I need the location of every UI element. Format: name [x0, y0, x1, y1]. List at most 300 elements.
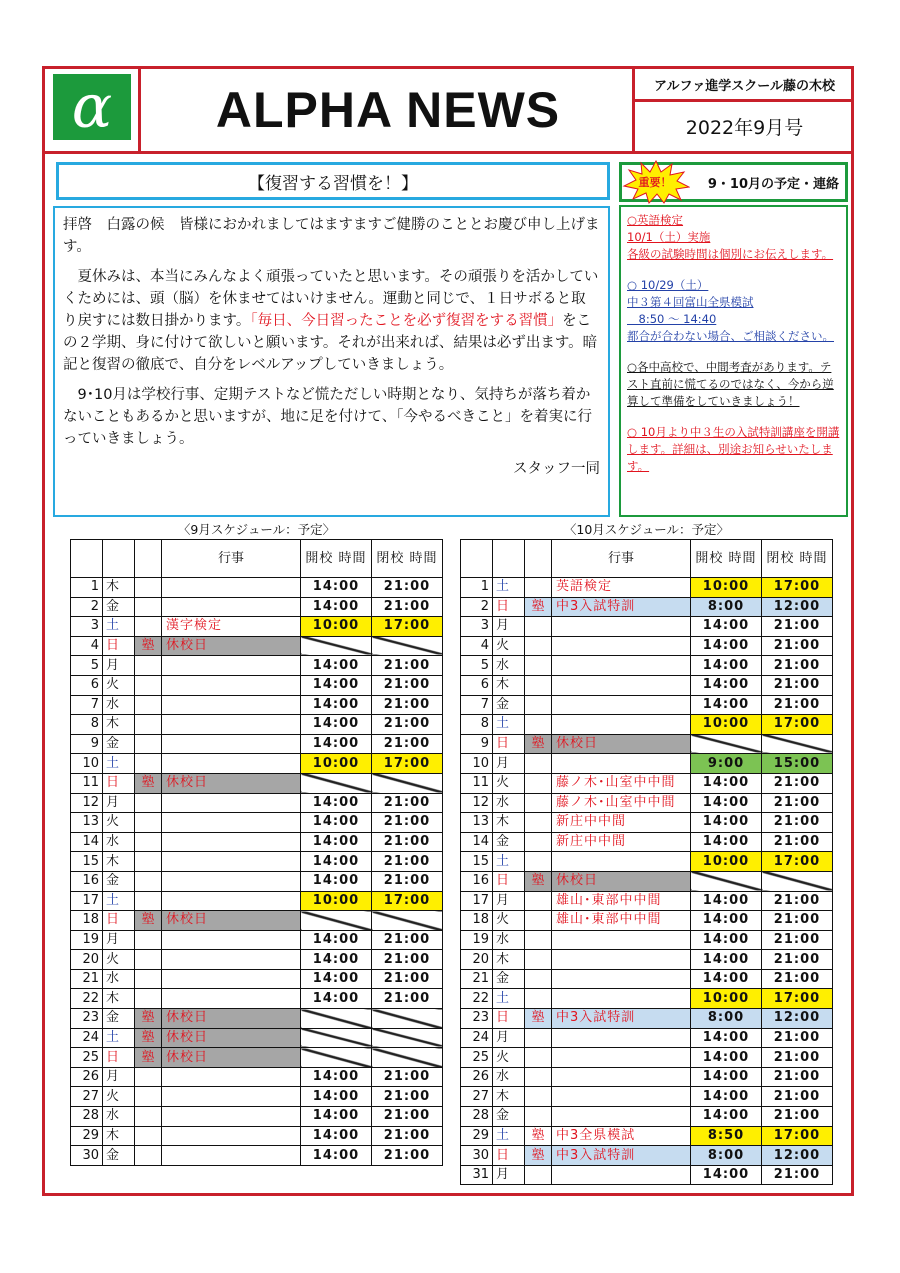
article-paragraph-2: [63, 266, 600, 376]
sept-schedule-table: [70, 539, 443, 1166]
weekday-cell: 月: [103, 930, 135, 950]
close-time-cell: [762, 734, 833, 754]
weekday-cell: 月: [493, 1165, 525, 1185]
juku-cell: [135, 813, 162, 833]
weekday-cell: 水: [493, 930, 525, 950]
close-time-cell: 21:00: [762, 1107, 833, 1127]
close-time-cell: [372, 1028, 443, 1048]
open-time-cell: 14:00: [301, 930, 372, 950]
col-weekday: [103, 540, 135, 578]
weekday-cell: 月: [493, 754, 525, 774]
juku-cell: [525, 911, 552, 931]
day-cell: 16: [461, 871, 493, 891]
weekday-cell: 日: [493, 1146, 525, 1166]
col-day: [71, 540, 103, 578]
close-time-cell: 21:00: [762, 911, 833, 931]
event-cell: [162, 1107, 301, 1127]
event-cell: 休校日: [552, 734, 691, 754]
schedule-row: [461, 675, 833, 695]
juku-cell: 塾: [135, 1009, 162, 1029]
schedule-row: [71, 734, 443, 754]
schedule-row: [71, 1009, 443, 1029]
close-time-cell: 21:00: [762, 832, 833, 852]
juku-cell: [135, 1067, 162, 1087]
day-cell: 18: [461, 911, 493, 931]
close-time-cell: [762, 871, 833, 891]
close-time-cell: 21:00: [372, 871, 443, 891]
weekday-cell: 木: [103, 989, 135, 1009]
open-time-cell: 10:00: [691, 852, 762, 872]
event-cell: [552, 715, 691, 735]
schedule-row: [71, 871, 443, 891]
open-time-cell: 9:00: [691, 754, 762, 774]
open-time-cell: 8:50: [691, 1126, 762, 1146]
schedule-row: [461, 969, 833, 989]
weekday-cell: 日: [493, 871, 525, 891]
schedule-row: [71, 695, 443, 715]
juku-cell: [135, 754, 162, 774]
notice-mock-exam: [627, 277, 840, 345]
event-cell: 藤ノ木･山室中中間: [552, 773, 691, 793]
day-cell: 5: [71, 656, 103, 676]
day-cell: 24: [461, 1028, 493, 1048]
close-time-cell: 21:00: [762, 773, 833, 793]
close-time-cell: 21:00: [372, 597, 443, 617]
event-cell: 休校日: [162, 1028, 301, 1048]
juku-cell: [135, 930, 162, 950]
juku-cell: 塾: [525, 1009, 552, 1029]
event-cell: 雄山･東部中中間: [552, 891, 691, 911]
event-cell: [162, 793, 301, 813]
col-close: 閉校 時間: [372, 540, 443, 578]
notice-midterms: ○各中高校で、中間考査があります。テスト直前に慌てるのではなく、今から逆算して準備をしていきましょう！: [627, 360, 834, 408]
day-cell: 30: [71, 1146, 103, 1166]
open-time-cell: 14:00: [691, 793, 762, 813]
day-cell: 4: [71, 636, 103, 656]
open-time-cell: 14:00: [301, 597, 372, 617]
weekday-cell: 月: [103, 793, 135, 813]
article-text: 9･10月は学校行事、定期テストなど慌ただしい時期となり、気持ちが落ち着かないこともあるかと思いますが、地に足を付けて、「今やるべきこと」を着実に行っていきましょう。: [63, 387, 592, 447]
event-cell: [552, 656, 691, 676]
schedule-row: [461, 930, 833, 950]
open-time-cell: 14:00: [301, 852, 372, 872]
weekday-cell: 土: [493, 578, 525, 598]
juku-cell: [525, 675, 552, 695]
alpha-logo: α: [53, 74, 131, 140]
schedule-row: [71, 1126, 443, 1146]
day-cell: 1: [461, 578, 493, 598]
col-juku: [525, 540, 552, 578]
event-cell: [552, 1087, 691, 1107]
day-cell: 25: [71, 1048, 103, 1068]
juku-cell: [525, 852, 552, 872]
weekday-cell: 日: [103, 773, 135, 793]
day-cell: 6: [461, 675, 493, 695]
open-time-cell: 14:00: [301, 1107, 372, 1127]
event-cell: 英語検定: [552, 578, 691, 598]
open-time-cell: 10:00: [301, 617, 372, 637]
close-time-cell: 17:00: [372, 754, 443, 774]
schedule-row: [461, 1107, 833, 1127]
event-cell: [162, 675, 301, 695]
event-cell: 雄山･東部中中間: [552, 911, 691, 931]
event-cell: [162, 1087, 301, 1107]
article-paragraph-3: [63, 384, 600, 450]
open-time-cell: 10:00: [691, 578, 762, 598]
event-cell: [162, 891, 301, 911]
notices-panel: [619, 205, 848, 517]
close-time-cell: 17:00: [762, 715, 833, 735]
close-time-cell: 17:00: [762, 852, 833, 872]
close-time-cell: 17:00: [762, 1126, 833, 1146]
open-time-cell: 14:00: [691, 950, 762, 970]
close-time-cell: 21:00: [372, 1146, 443, 1166]
open-time-cell: 14:00: [691, 636, 762, 656]
issue-month: 2022年9月号: [685, 117, 804, 139]
weekday-cell: 木: [103, 578, 135, 598]
open-time-cell: 14:00: [691, 695, 762, 715]
day-cell: 14: [461, 832, 493, 852]
close-time-cell: 17:00: [372, 617, 443, 637]
juku-cell: [525, 989, 552, 1009]
day-cell: 10: [461, 754, 493, 774]
open-time-cell: 14:00: [691, 1087, 762, 1107]
weekday-cell: 金: [103, 871, 135, 891]
close-time-cell: 21:00: [762, 617, 833, 637]
close-time-cell: 15:00: [762, 754, 833, 774]
juku-cell: 塾: [525, 1146, 552, 1166]
article-body: [53, 206, 610, 517]
day-cell: 4: [461, 636, 493, 656]
event-cell: 新庄中中間: [552, 832, 691, 852]
open-time-cell: 14:00: [691, 1028, 762, 1048]
day-cell: 14: [71, 832, 103, 852]
event-cell: 新庄中中間: [552, 813, 691, 833]
juku-cell: 塾: [135, 773, 162, 793]
newsletter-title: ALPHA NEWS: [215, 82, 561, 138]
close-time-cell: [372, 1048, 443, 1068]
day-cell: 18: [71, 911, 103, 931]
close-time-cell: 21:00: [762, 1165, 833, 1185]
day-cell: 6: [71, 675, 103, 695]
open-time-cell: [301, 773, 372, 793]
schedule-row: [461, 989, 833, 1009]
schedule-row: [71, 989, 443, 1009]
weekday-cell: 月: [493, 891, 525, 911]
open-time-cell: 14:00: [301, 950, 372, 970]
juku-cell: [525, 793, 552, 813]
close-time-cell: 21:00: [762, 636, 833, 656]
event-cell: [552, 675, 691, 695]
event-cell: [552, 969, 691, 989]
juku-cell: [135, 989, 162, 1009]
schedule-row: [461, 813, 833, 833]
juku-cell: [135, 1126, 162, 1146]
weekday-cell: 火: [103, 675, 135, 695]
day-cell: 21: [71, 969, 103, 989]
juku-cell: [525, 1165, 552, 1185]
juku-cell: [525, 969, 552, 989]
day-cell: 17: [71, 891, 103, 911]
close-time-cell: 21:00: [372, 715, 443, 735]
schedule-row: [71, 930, 443, 950]
juku-cell: [135, 852, 162, 872]
close-time-cell: 21:00: [372, 813, 443, 833]
day-cell: 21: [461, 969, 493, 989]
day-cell: 9: [71, 734, 103, 754]
open-time-cell: 8:00: [691, 597, 762, 617]
open-time-cell: [301, 1009, 372, 1029]
weekday-cell: 火: [493, 911, 525, 931]
weekday-cell: 木: [493, 1087, 525, 1107]
day-cell: 19: [71, 930, 103, 950]
article-signature: スタッフ一同: [513, 461, 600, 477]
schedule-row: [71, 754, 443, 774]
close-time-cell: 21:00: [762, 793, 833, 813]
open-time-cell: 14:00: [301, 675, 372, 695]
weekday-cell: 土: [493, 989, 525, 1009]
schedule-row: [461, 617, 833, 637]
weekday-cell: 木: [493, 675, 525, 695]
event-cell: [162, 950, 301, 970]
close-time-cell: 17:00: [762, 989, 833, 1009]
open-time-cell: 8:00: [691, 1146, 762, 1166]
juku-cell: [525, 754, 552, 774]
event-cell: 休校日: [162, 1048, 301, 1068]
schedule-row: [71, 617, 443, 637]
schedule-row: [461, 852, 833, 872]
event-cell: [162, 871, 301, 891]
event-cell: [162, 813, 301, 833]
day-cell: 13: [71, 813, 103, 833]
juku-cell: [135, 950, 162, 970]
close-time-cell: [372, 773, 443, 793]
schedule-row: [461, 773, 833, 793]
schedule-row: [461, 1048, 833, 1068]
event-cell: [162, 930, 301, 950]
weekday-cell: 日: [493, 597, 525, 617]
sept-caption: 〈9月スケジュール：予定〉: [177, 522, 336, 537]
event-cell: [162, 969, 301, 989]
juku-cell: [135, 617, 162, 637]
schedule-row: [461, 1087, 833, 1107]
col-close: 閉校 時間: [762, 540, 833, 578]
close-time-cell: 21:00: [762, 1048, 833, 1068]
col-weekday: [493, 540, 525, 578]
school-name: アルファ進学スクール藤の木校: [635, 69, 854, 102]
open-time-cell: 14:00: [691, 1048, 762, 1068]
open-time-cell: [691, 871, 762, 891]
juku-cell: [525, 1067, 552, 1087]
important-badge: 重要！: [638, 176, 672, 189]
day-cell: 13: [461, 813, 493, 833]
weekday-cell: 木: [103, 1126, 135, 1146]
event-cell: [552, 1048, 691, 1068]
close-time-cell: 21:00: [372, 793, 443, 813]
day-cell: 31: [461, 1165, 493, 1185]
open-time-cell: [301, 1048, 372, 1068]
open-time-cell: 14:00: [691, 1165, 762, 1185]
notice-line: ○英語検定: [627, 213, 684, 227]
event-cell: [552, 950, 691, 970]
juku-cell: [525, 773, 552, 793]
juku-cell: [525, 813, 552, 833]
juku-cell: [525, 930, 552, 950]
day-cell: 26: [461, 1067, 493, 1087]
weekday-cell: 日: [493, 734, 525, 754]
event-cell: [162, 1126, 301, 1146]
weekday-cell: 金: [103, 597, 135, 617]
open-time-cell: 14:00: [691, 813, 762, 833]
close-time-cell: 21:00: [372, 734, 443, 754]
event-cell: [552, 1028, 691, 1048]
event-cell: 漢字検定: [162, 617, 301, 637]
weekday-cell: 金: [493, 695, 525, 715]
close-time-cell: 17:00: [372, 891, 443, 911]
event-cell: [162, 597, 301, 617]
day-cell: 11: [71, 773, 103, 793]
schedule-row: [71, 656, 443, 676]
juku-cell: [525, 1107, 552, 1127]
notice-line: 10/1（土）実施: [627, 230, 711, 244]
weekday-cell: 日: [493, 1009, 525, 1029]
event-cell: [162, 989, 301, 1009]
day-cell: 15: [461, 852, 493, 872]
open-time-cell: [301, 1028, 372, 1048]
close-time-cell: 21:00: [762, 813, 833, 833]
schedule-row: [461, 1146, 833, 1166]
juku-cell: [135, 969, 162, 989]
event-cell: [552, 695, 691, 715]
weekday-cell: 土: [103, 754, 135, 774]
juku-cell: 塾: [525, 734, 552, 754]
weekday-cell: 金: [103, 734, 135, 754]
weekday-cell: 日: [103, 911, 135, 931]
juku-cell: [525, 656, 552, 676]
schedule-row: [461, 734, 833, 754]
open-time-cell: 14:00: [301, 813, 372, 833]
notice-line: 中３第４回富山全県模試: [627, 295, 754, 309]
weekday-cell: 土: [103, 1028, 135, 1048]
event-cell: [552, 930, 691, 950]
day-cell: 23: [71, 1009, 103, 1029]
weekday-cell: 火: [493, 773, 525, 793]
open-time-cell: 14:00: [691, 1067, 762, 1087]
schedule-row: [71, 636, 443, 656]
col-day: [461, 540, 493, 578]
schedule-row: [71, 715, 443, 735]
event-cell: 休校日: [162, 1009, 301, 1029]
juku-cell: 塾: [135, 1028, 162, 1048]
weekday-cell: 水: [493, 656, 525, 676]
notice-line: 各級の試験時間は個別にお伝えします。: [627, 247, 834, 261]
day-cell: 9: [461, 734, 493, 754]
notice-line: 都合が合わない場合、ご相談ください。: [627, 329, 834, 343]
weekday-cell: 水: [103, 832, 135, 852]
event-cell: [162, 734, 301, 754]
weekday-cell: 日: [103, 636, 135, 656]
day-cell: 15: [71, 852, 103, 872]
close-time-cell: 21:00: [372, 578, 443, 598]
schedule-row: [461, 695, 833, 715]
schedule-row: [461, 793, 833, 813]
day-cell: 5: [461, 656, 493, 676]
close-time-cell: [372, 636, 443, 656]
open-time-cell: [301, 911, 372, 931]
weekday-cell: 水: [493, 1067, 525, 1087]
col-open: 開校 時間: [301, 540, 372, 578]
schedule-row: [71, 950, 443, 970]
event-cell: [552, 636, 691, 656]
schedule-row: [461, 656, 833, 676]
close-time-cell: 21:00: [762, 1067, 833, 1087]
schedule-row: [461, 1028, 833, 1048]
event-cell: [552, 617, 691, 637]
schedule-row: [71, 597, 443, 617]
event-cell: [162, 754, 301, 774]
close-time-cell: 12:00: [762, 1009, 833, 1029]
event-cell: 休校日: [162, 773, 301, 793]
schedule-row: [71, 813, 443, 833]
day-cell: 1: [71, 578, 103, 598]
day-cell: 28: [71, 1107, 103, 1127]
event-cell: 中3入試特訓: [552, 1009, 691, 1029]
weekday-cell: 土: [493, 715, 525, 735]
open-time-cell: 10:00: [691, 715, 762, 735]
weekday-cell: 金: [493, 1107, 525, 1127]
open-time-cell: 14:00: [301, 1146, 372, 1166]
juku-cell: [525, 578, 552, 598]
juku-cell: [135, 734, 162, 754]
juku-cell: [525, 950, 552, 970]
schedule-row: [71, 793, 443, 813]
close-time-cell: 21:00: [372, 989, 443, 1009]
weekday-cell: 水: [103, 695, 135, 715]
open-time-cell: 14:00: [691, 930, 762, 950]
juku-cell: [525, 695, 552, 715]
day-cell: 17: [461, 891, 493, 911]
day-cell: 16: [71, 871, 103, 891]
event-cell: [552, 1067, 691, 1087]
weekday-cell: 金: [103, 1146, 135, 1166]
open-time-cell: [301, 636, 372, 656]
oct-caption: 〈10月スケジュール：予定〉: [563, 522, 730, 537]
open-time-cell: 14:00: [691, 675, 762, 695]
juku-cell: [135, 871, 162, 891]
article-greeting: 拝啓 白露の候 皆様におかれましてはますますご健勝のこととお慶び申し上げます。: [63, 217, 600, 255]
weekday-cell: 土: [103, 617, 135, 637]
juku-cell: [525, 832, 552, 852]
close-time-cell: 21:00: [762, 656, 833, 676]
juku-cell: [135, 793, 162, 813]
day-cell: 3: [461, 617, 493, 637]
close-time-cell: 21:00: [372, 969, 443, 989]
open-time-cell: 14:00: [691, 617, 762, 637]
day-cell: 28: [461, 1107, 493, 1127]
close-time-cell: 21:00: [762, 930, 833, 950]
schedule-row: [71, 578, 443, 598]
close-time-cell: 17:00: [762, 578, 833, 598]
schedule-row: [461, 578, 833, 598]
schedule-row: [461, 891, 833, 911]
day-cell: 12: [71, 793, 103, 813]
event-cell: [162, 715, 301, 735]
close-time-cell: 21:00: [762, 969, 833, 989]
event-cell: [162, 695, 301, 715]
close-time-cell: 21:00: [762, 695, 833, 715]
close-time-cell: 21:00: [372, 675, 443, 695]
juku-cell: [135, 715, 162, 735]
